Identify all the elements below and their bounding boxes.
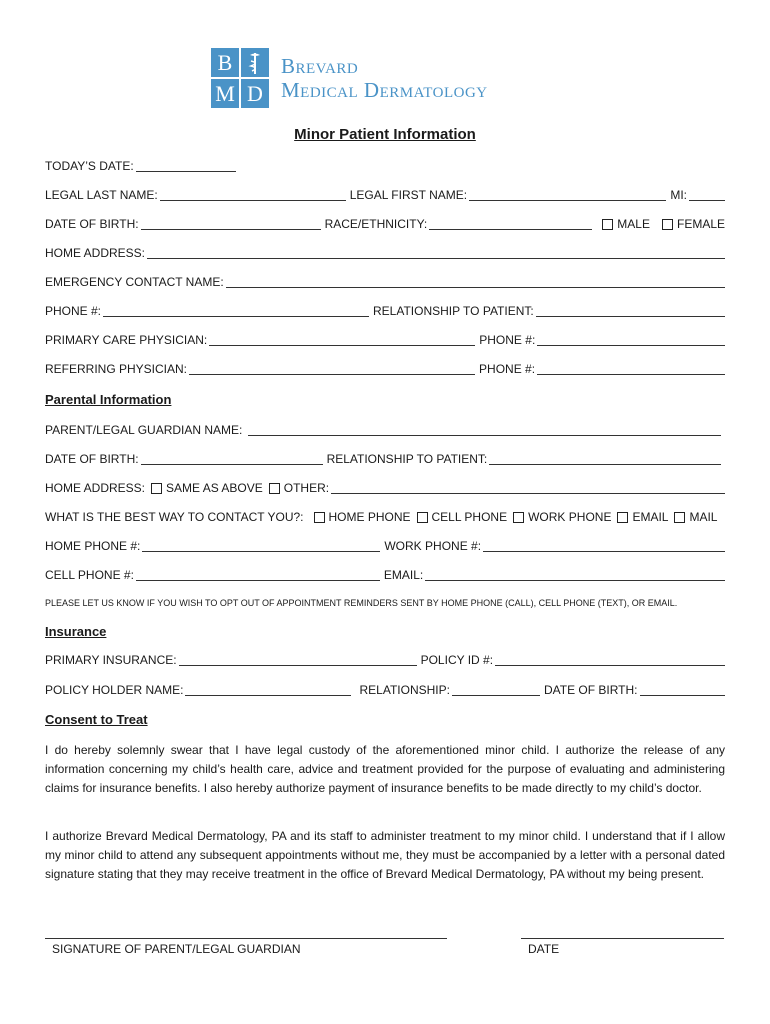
legal-last-name-field[interactable] bbox=[160, 188, 346, 201]
work-phone-option: WORK PHONE bbox=[528, 510, 612, 524]
guardian-address-row bbox=[45, 480, 725, 496]
home-phone-option: HOME PHONE bbox=[328, 510, 411, 524]
email-checkbox[interactable] bbox=[617, 512, 628, 523]
policy-id-field[interactable] bbox=[495, 653, 725, 666]
same-as-above-label: SAME AS ABOVE bbox=[166, 481, 263, 495]
pcp-phone-field[interactable] bbox=[537, 333, 725, 346]
holder-relationship-label: RELATIONSHIP: bbox=[359, 683, 450, 697]
signature-line[interactable] bbox=[45, 938, 447, 939]
guardian-relationship-field[interactable] bbox=[489, 452, 721, 465]
guardian-dob-field[interactable] bbox=[141, 452, 323, 465]
mi-field[interactable] bbox=[689, 188, 725, 201]
home-phone-label: HOME PHONE #: bbox=[45, 539, 141, 553]
mi-label: MI: bbox=[670, 188, 687, 202]
same-as-above-checkbox[interactable] bbox=[151, 483, 162, 494]
pcp-phone-label: PHONE #: bbox=[479, 333, 536, 347]
race-ethnicity-field[interactable] bbox=[429, 217, 592, 230]
cell-phone-option: CELL PHONE bbox=[431, 510, 508, 524]
policy-holder-field[interactable] bbox=[185, 683, 351, 696]
policy-holder-row bbox=[45, 682, 725, 698]
date-line[interactable] bbox=[521, 938, 724, 939]
guardian-name-field[interactable] bbox=[248, 423, 721, 436]
guardian-relationship-label: RELATIONSHIP TO PATIENT: bbox=[326, 452, 488, 466]
todays-date-label: TODAY’S DATE: bbox=[45, 159, 134, 173]
emergency-contact-label: EMERGENCY CONTACT NAME: bbox=[45, 275, 224, 289]
mail-checkbox[interactable] bbox=[674, 512, 685, 523]
phone-relationship-row bbox=[45, 303, 725, 319]
legal-name-row bbox=[45, 187, 725, 203]
date-label: DATE bbox=[528, 942, 560, 956]
legal-last-name-label: LEGAL LAST NAME: bbox=[45, 188, 158, 202]
guardian-address-label: HOME ADDRESS: bbox=[45, 481, 146, 495]
work-phone-checkbox[interactable] bbox=[513, 512, 524, 523]
logo-letter-b: B bbox=[211, 48, 239, 77]
caduceus-icon bbox=[241, 48, 269, 77]
pcp-field[interactable] bbox=[209, 333, 475, 346]
home-address-label: HOME ADDRESS: bbox=[45, 246, 146, 260]
referring-label: REFERRING PHYSICIAN: bbox=[45, 362, 188, 376]
logo-letter-m: M bbox=[211, 79, 239, 108]
referring-row bbox=[45, 361, 725, 377]
insurance-row bbox=[45, 652, 725, 668]
parental-heading: Parental Information bbox=[45, 392, 172, 407]
logo-wordmark bbox=[281, 54, 488, 102]
insurance-heading: Insurance bbox=[45, 624, 107, 639]
pcp-row bbox=[45, 332, 725, 348]
signature-label: SIGNATURE OF PARENT/LEGAL GUARDIAN bbox=[52, 942, 301, 956]
relationship-label: RELATIONSHIP TO PATIENT: bbox=[373, 304, 534, 318]
form-title: Minor Patient Information bbox=[294, 126, 476, 143]
phone-field[interactable] bbox=[103, 304, 369, 317]
cell-email-row bbox=[45, 567, 725, 583]
date-of-birth-label: DATE OF BIRTH: bbox=[45, 217, 139, 231]
opt-out-note: PLEASE LET US KNOW IF YOU WISH TO OPT OUT OF APPOINTMENT REMINDERS SENT BY HOME PHONE (CALL), CELL PHONE (TEXT), OR EMAIL. bbox=[45, 598, 678, 608]
consent-paragraph-1: I do hereby solemnly swear that I have legal custody of the aforementioned minor child. I authorize the release of any information concerning my child’s health care, advice and treatment provided for the purpose of evaluating and administering claims for insurance benefits. I also hereby authorize payment of insurance benefits to be made directly to my child’s doctor. bbox=[45, 743, 725, 795]
legal-first-name-label: LEGAL FIRST NAME: bbox=[349, 188, 468, 202]
policy-holder-label: POLICY HOLDER NAME: bbox=[45, 683, 184, 697]
female-checkbox[interactable] bbox=[662, 219, 673, 230]
guardian-dob-row bbox=[45, 451, 725, 467]
other-address-label: OTHER: bbox=[283, 481, 330, 495]
todays-date-row bbox=[45, 158, 725, 174]
home-phone-field[interactable] bbox=[142, 539, 380, 552]
home-address-row bbox=[45, 245, 725, 261]
guardian-name-label: PARENT/LEGAL GUARDIAN NAME: bbox=[45, 423, 243, 437]
contact-preference-row bbox=[45, 509, 725, 525]
work-phone-label: WORK PHONE #: bbox=[384, 539, 482, 553]
emergency-contact-row bbox=[45, 274, 725, 290]
logo-line-2: Medical Dermatology bbox=[281, 78, 488, 102]
race-ethnicity-label: RACE/ETHNICITY: bbox=[324, 217, 428, 231]
logo-letter-d: D bbox=[241, 79, 269, 108]
ref-phone-field[interactable] bbox=[537, 362, 725, 375]
logo-monogram bbox=[211, 48, 269, 108]
male-label: MALE bbox=[617, 217, 650, 231]
guardian-dob-label: DATE OF BIRTH: bbox=[45, 452, 139, 466]
date-of-birth-field[interactable] bbox=[141, 217, 321, 230]
other-address-field[interactable] bbox=[331, 481, 725, 494]
primary-insurance-label: PRIMARY INSURANCE: bbox=[45, 653, 177, 667]
other-address-checkbox[interactable] bbox=[269, 483, 280, 494]
holder-relationship-field[interactable] bbox=[452, 683, 540, 696]
guardian-name-row bbox=[45, 422, 725, 438]
dob-race-gender-row bbox=[45, 216, 725, 232]
contact-question-label: WHAT IS THE BEST WAY TO CONTACT YOU?: bbox=[45, 510, 304, 524]
todays-date-field[interactable] bbox=[136, 159, 236, 172]
female-label: FEMALE bbox=[676, 217, 725, 231]
work-phone-field[interactable] bbox=[483, 539, 725, 552]
legal-first-name-field[interactable] bbox=[469, 188, 666, 201]
relationship-field[interactable] bbox=[536, 304, 725, 317]
holder-dob-label: DATE OF BIRTH: bbox=[543, 683, 638, 697]
phone-label: PHONE #: bbox=[45, 304, 102, 318]
referring-field[interactable] bbox=[189, 362, 475, 375]
email-option: EMAIL bbox=[632, 510, 669, 524]
pcp-label: PRIMARY CARE PHYSICIAN: bbox=[45, 333, 208, 347]
logo-line-1: Brevard bbox=[281, 54, 359, 78]
male-checkbox[interactable] bbox=[602, 219, 613, 230]
ref-phone-label: PHONE #: bbox=[479, 362, 536, 376]
cell-phone-field[interactable] bbox=[136, 568, 380, 581]
home-address-field[interactable] bbox=[147, 246, 725, 259]
mail-option: MAIL bbox=[689, 510, 718, 524]
email-label: EMAIL: bbox=[383, 568, 424, 582]
primary-insurance-field[interactable] bbox=[179, 653, 417, 666]
cell-phone-checkbox[interactable] bbox=[417, 512, 428, 523]
holder-dob-field[interactable] bbox=[640, 683, 725, 696]
home-phone-checkbox[interactable] bbox=[314, 512, 325, 523]
policy-id-label: POLICY ID #: bbox=[420, 653, 494, 667]
consent-heading: Consent to Treat bbox=[45, 712, 148, 727]
email-field[interactable] bbox=[425, 568, 725, 581]
emergency-contact-field[interactable] bbox=[226, 275, 725, 288]
consent-paragraph-2: I authorize Brevard Medical Dermatology, PA and its staff to administer treatment to my minor child. I understand that if I allow my minor child to attend any subsequent appointments without me, they must be accompanied by a letter with a personal dated signature stating that they may receive treatment in the office of Brevard Medical Dermatology, PA without my being present. bbox=[45, 829, 725, 881]
cell-phone-label: CELL PHONE #: bbox=[45, 568, 134, 582]
home-work-phone-row bbox=[45, 538, 725, 554]
